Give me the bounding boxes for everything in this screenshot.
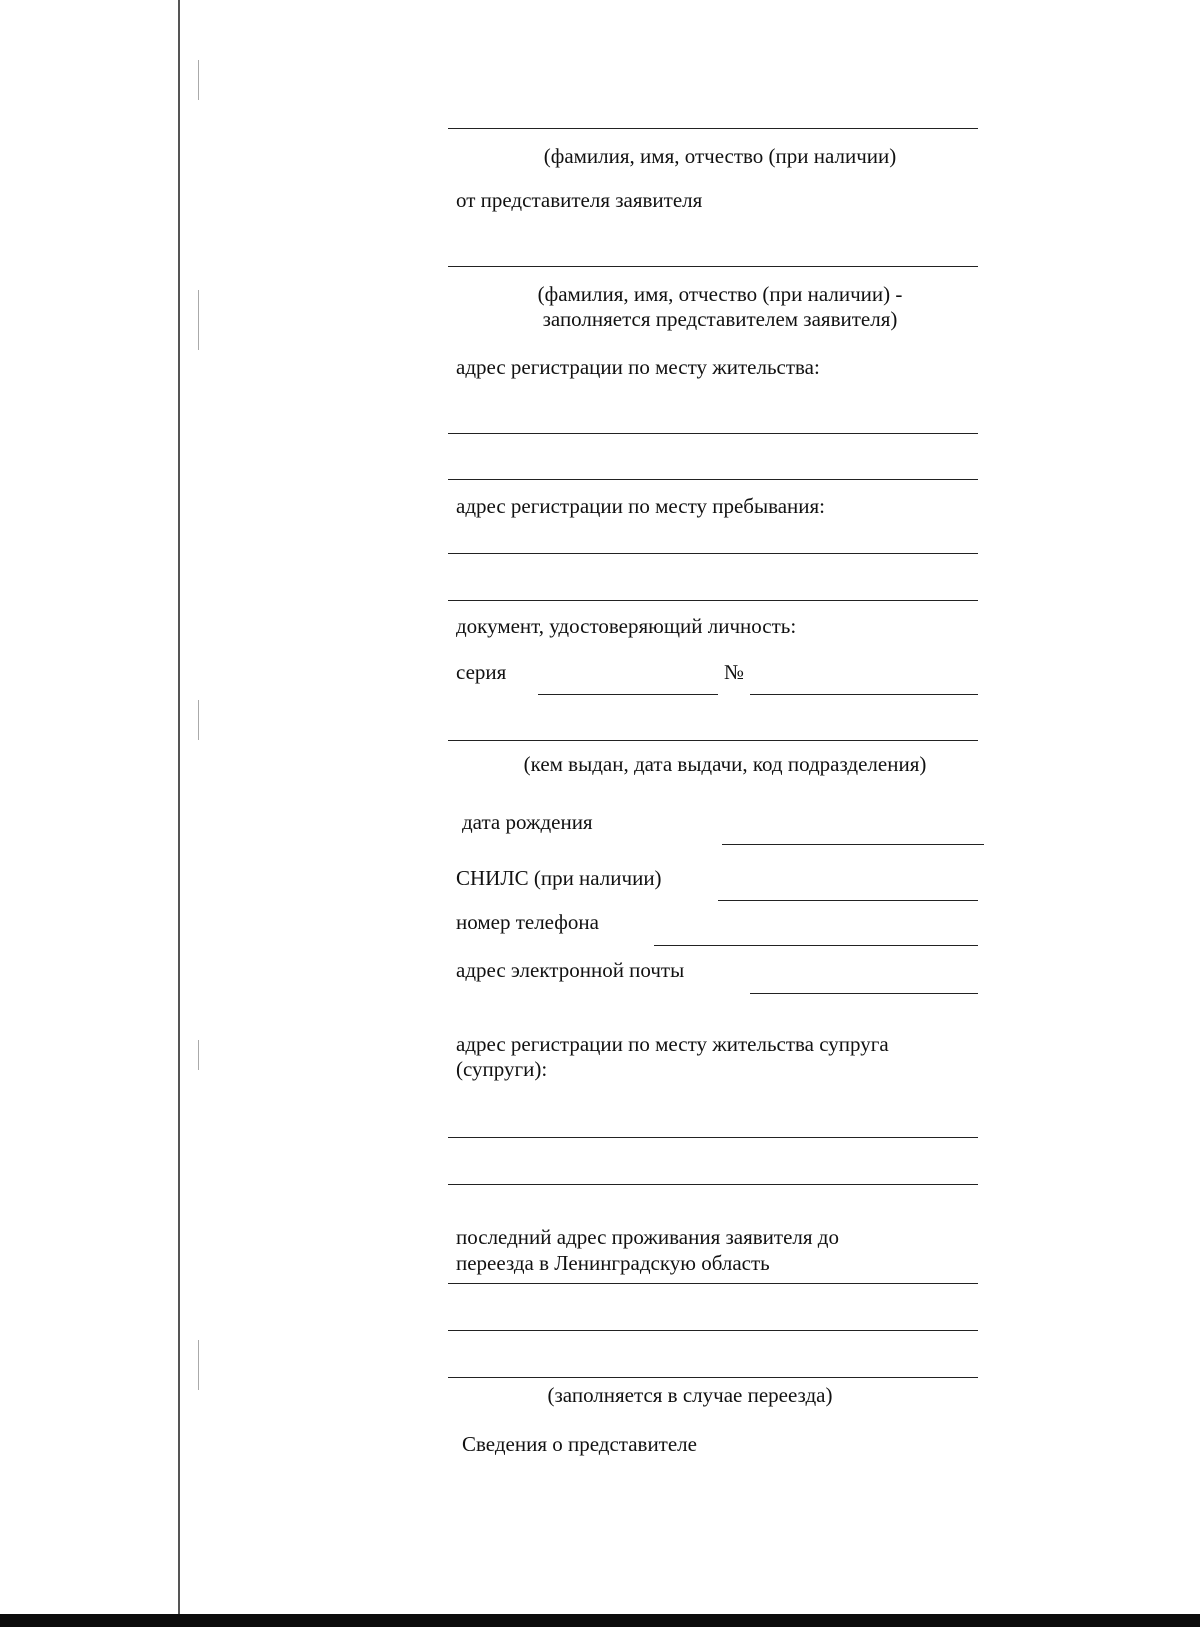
last-address-label-1: последний адрес проживания заявителя до [456, 1225, 839, 1249]
from-representative-label: от представителя заявителя [456, 188, 703, 212]
caption-moving: (заполняется в случае переезда) [547, 1383, 833, 1407]
scan-artifact [198, 1040, 199, 1070]
reg-residence-field-1[interactable] [448, 433, 978, 434]
reg-residence-field-2[interactable] [448, 479, 978, 480]
id-document-label: документ, удостоверяющий личность: [456, 614, 797, 638]
scan-bottom-edge [0, 1614, 1200, 1627]
spouse-address-field-2[interactable] [448, 1184, 978, 1185]
series-field[interactable] [538, 694, 718, 695]
representative-name-field[interactable] [448, 266, 978, 267]
reg-stay-label: адрес регистрации по месту пребывания: [456, 494, 826, 518]
birth-date-label: дата рождения [462, 810, 593, 834]
spouse-address-field-1[interactable] [448, 1137, 978, 1138]
reg-residence-label: адрес регистрации по месту жительства: [456, 355, 820, 379]
last-address-field-1[interactable] [448, 1283, 978, 1284]
phone-field[interactable] [654, 945, 978, 946]
number-sign-label: № [724, 660, 745, 684]
reg-stay-field-1[interactable] [448, 553, 978, 554]
representative-info-heading: Сведения о представителе [462, 1432, 697, 1456]
email-label: адрес электронной почты [456, 958, 685, 982]
spouse-address-label-1: адрес регистрации по месту жительства супруга [456, 1032, 889, 1056]
caption-issued: (кем выдан, дата выдачи, код подразделения) [523, 752, 927, 776]
applicant-name-field[interactable] [448, 128, 978, 129]
last-address-label-2: переезда в Ленинградскую область [456, 1251, 770, 1275]
page-margin-line [178, 0, 180, 1627]
caption-rep-line1: (фамилия, имя, отчество (при наличии) - [537, 282, 903, 306]
last-address-field-3[interactable] [448, 1377, 978, 1378]
series-label: серия [456, 660, 507, 684]
email-field[interactable] [750, 993, 978, 994]
scan-artifact [198, 60, 199, 100]
reg-stay-field-2[interactable] [448, 600, 978, 601]
caption-rep-line2: заполняется представителем заявителя) [542, 307, 898, 331]
snils-label: СНИЛС (при наличии) [456, 866, 662, 890]
snils-field[interactable] [718, 900, 978, 901]
number-field[interactable] [750, 694, 978, 695]
phone-label: номер телефона [456, 910, 599, 934]
scan-artifact [198, 1340, 199, 1390]
issued-by-field[interactable] [448, 740, 978, 741]
scan-artifact [198, 700, 199, 740]
last-address-field-2[interactable] [448, 1330, 978, 1331]
scan-artifact [198, 290, 199, 350]
caption-fio: (фамилия, имя, отчество (при наличии) [543, 144, 897, 168]
spouse-address-label-2: (супруги): [456, 1057, 548, 1081]
birth-date-field[interactable] [722, 844, 984, 845]
